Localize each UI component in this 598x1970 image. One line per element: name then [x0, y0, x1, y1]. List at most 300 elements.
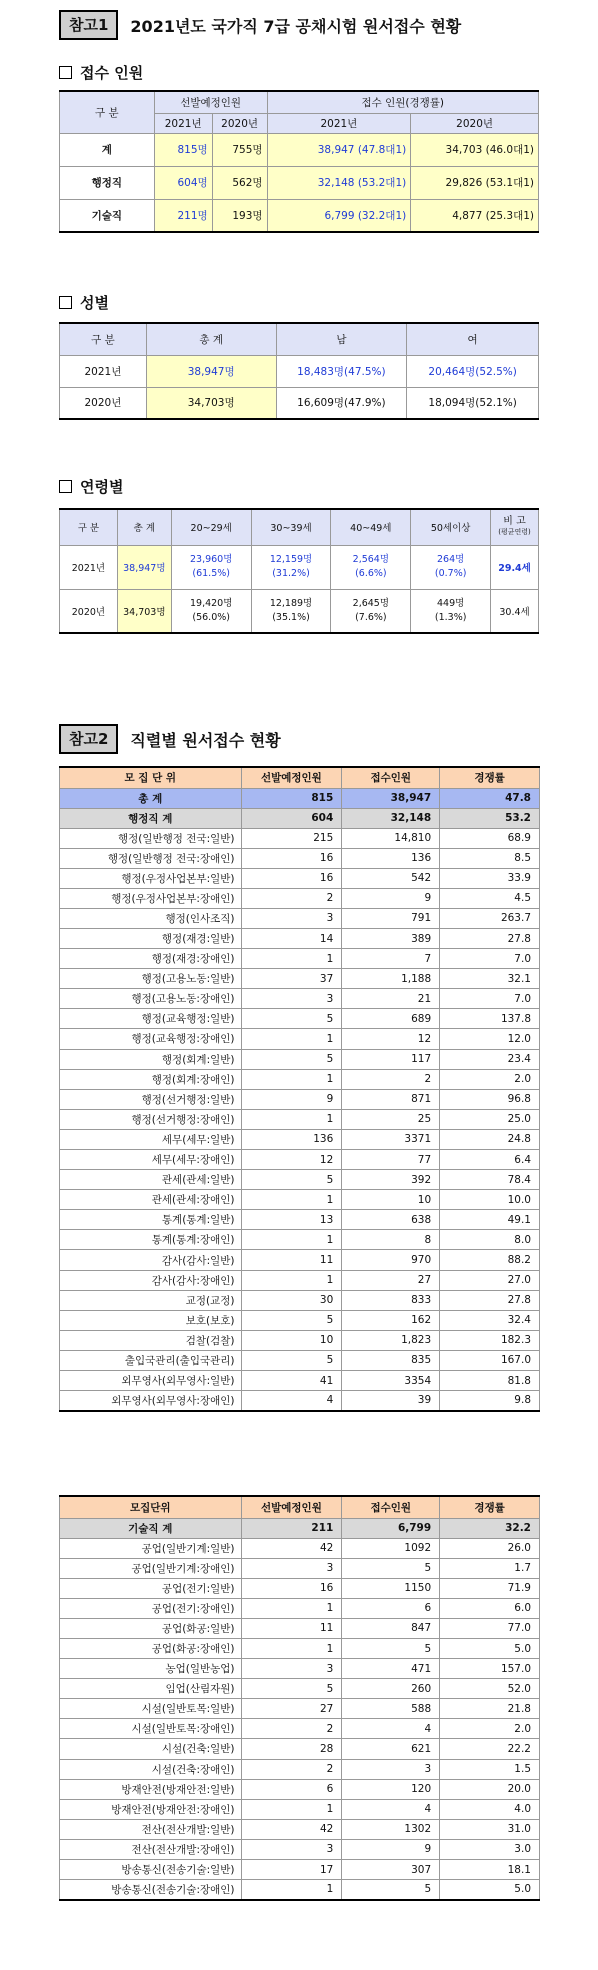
- row-recv: 588: [342, 1699, 440, 1719]
- age-row: [60, 589, 539, 633]
- table-row: [60, 1759, 540, 1779]
- table-row: [60, 1069, 540, 1089]
- row-plan: 16: [241, 868, 342, 888]
- row-unit: 행정(선거행정:일반): [60, 1089, 242, 1109]
- row-plan: 37: [241, 969, 342, 989]
- row-plan: 4: [241, 1391, 342, 1411]
- row-plan: 1: [241, 1880, 342, 1900]
- row-recv: 1092: [342, 1538, 440, 1558]
- table-row: [60, 908, 540, 928]
- t1-body: [60, 133, 539, 232]
- row-unit: 방송통신(전송기술:장애인): [60, 1880, 242, 1900]
- t3-head-plan: 선발예정인원: [241, 767, 342, 788]
- table-row: [60, 868, 540, 888]
- row-recv: 14,810: [342, 828, 440, 848]
- age-row-bucket-d: [411, 545, 491, 589]
- t4-body: [60, 1538, 540, 1900]
- row-unit: 공업(일반기계:장애인): [60, 1558, 242, 1578]
- checkbox-square-icon: [59, 480, 72, 493]
- t3-sub-ratio: 53.2: [440, 808, 540, 828]
- t3-sub-plan: 604: [241, 808, 342, 828]
- age-row-bucket-d: [411, 589, 491, 633]
- t3-head-recv: 접수인원: [342, 767, 440, 788]
- row-plan: 11: [241, 1618, 342, 1638]
- t4-sub-recv: 6,799: [342, 1518, 440, 1538]
- row-ratio: 8.0: [440, 1230, 540, 1250]
- row-plan: 14: [241, 928, 342, 948]
- table-row: [60, 1578, 540, 1598]
- age-count: 12,159명: [269, 554, 313, 565]
- t1-head-gubun: 구 분: [60, 91, 155, 133]
- t3-sub-recv: 32,148: [342, 808, 440, 828]
- table-row: [60, 989, 540, 1009]
- row-recv: 1,188: [342, 969, 440, 989]
- row-ratio: 1.5: [440, 1759, 540, 1779]
- t2-row-male: 16,609명(47.9%): [276, 387, 407, 419]
- age-row-avg: 30.4세: [491, 589, 539, 633]
- row-plan: 5: [241, 1310, 342, 1330]
- age-head-20s: 20~29세: [171, 509, 251, 545]
- row-unit: 공업(화공:일반): [60, 1618, 242, 1638]
- row-ratio: 6.4: [440, 1150, 540, 1170]
- section-applicants-heading: [59, 62, 143, 83]
- checkbox-square-icon: [59, 66, 72, 79]
- row-ratio: 77.0: [440, 1618, 540, 1638]
- row-unit: 농업(일반농업): [60, 1659, 242, 1679]
- age-row-bucket-c: [331, 589, 411, 633]
- row-plan: 1: [241, 1109, 342, 1129]
- t4-head-plan: 선발예정인원: [241, 1496, 342, 1518]
- t2-head-gubun: 구 분: [60, 323, 147, 355]
- row-ratio: 22.2: [440, 1739, 540, 1759]
- row-plan: 17: [241, 1860, 342, 1880]
- row-recv: 2: [342, 1069, 440, 1089]
- row-plan: 2: [241, 1719, 342, 1739]
- t2-head-total: 총 계: [146, 323, 276, 355]
- row-unit: 공업(일반기계:일반): [60, 1538, 242, 1558]
- age-head-50s: 50세이상: [411, 509, 491, 545]
- table-row: [60, 1679, 540, 1699]
- row-ratio: 20.0: [440, 1779, 540, 1799]
- table-row: [60, 1638, 540, 1658]
- t1-row-plan-2021: 604명: [154, 166, 212, 199]
- table-row: [60, 1659, 540, 1679]
- row-recv: 3371: [342, 1129, 440, 1149]
- row-plan: 1: [241, 1270, 342, 1290]
- row-ratio: 157.0: [440, 1659, 540, 1679]
- age-row-bucket-a: [171, 589, 251, 633]
- t2-row-male: 18,483명(47.5%): [276, 355, 407, 387]
- table-row: [60, 1719, 540, 1739]
- age-row: [60, 545, 539, 589]
- row-recv: 4: [342, 1799, 440, 1819]
- t3-total-label: 총 계: [60, 788, 242, 808]
- row-ratio: 18.1: [440, 1860, 540, 1880]
- row-recv: 5: [342, 1880, 440, 1900]
- row-ratio: 8.5: [440, 848, 540, 868]
- row-recv: 120: [342, 1779, 440, 1799]
- section-age-heading: [59, 476, 123, 497]
- row-plan: 41: [241, 1371, 342, 1391]
- row-plan: 1: [241, 1799, 342, 1819]
- row-plan: 1: [241, 1230, 342, 1250]
- row-unit: 검찰(검찰): [60, 1330, 242, 1350]
- row-plan: 30: [241, 1290, 342, 1310]
- age-percent: (61.5%): [192, 568, 230, 579]
- row-ratio: 81.8: [440, 1371, 540, 1391]
- row-unit: 방송통신(전송기술:일반): [60, 1860, 242, 1880]
- row-recv: 8: [342, 1230, 440, 1250]
- row-ratio: 167.0: [440, 1350, 540, 1370]
- row-plan: 13: [241, 1210, 342, 1230]
- row-unit: 공업(전기:일반): [60, 1578, 242, 1598]
- t1-row-recv-2021: 32,148 (53.2대1): [267, 166, 411, 199]
- table-row: [60, 1371, 540, 1391]
- row-plan: 1: [241, 1598, 342, 1618]
- row-recv: 5: [342, 1558, 440, 1578]
- row-unit: 보호(보호): [60, 1310, 242, 1330]
- row-ratio: 12.0: [440, 1029, 540, 1049]
- admin-positions-table: [59, 766, 540, 1412]
- row-plan: 3: [241, 989, 342, 1009]
- row-unit: 전산(전산개발:장애인): [60, 1839, 242, 1859]
- age-head-note-label: 비 고: [503, 516, 526, 528]
- t1-row-recv-2021: 38,947 (47.8대1): [267, 133, 411, 166]
- t1-head-plan: 선발예정인원: [154, 91, 267, 113]
- t3-body: [60, 828, 540, 1411]
- table-row: [60, 1391, 540, 1411]
- t4-head-unit: 모집단위: [60, 1496, 242, 1518]
- table-row: [60, 1190, 540, 1210]
- row-ratio: 2.0: [440, 1719, 540, 1739]
- row-recv: 25: [342, 1109, 440, 1129]
- age-head-30s: 30~39세: [251, 509, 331, 545]
- row-unit: 통계(통계:장애인): [60, 1230, 242, 1250]
- age-count: 2,645명: [352, 597, 390, 609]
- age-percent: (56.0%): [192, 611, 230, 623]
- table-row: [60, 1699, 540, 1719]
- t1-row-name: 계: [60, 133, 155, 166]
- row-recv: 847: [342, 1618, 440, 1638]
- row-recv: 4: [342, 1719, 440, 1739]
- row-recv: 12: [342, 1029, 440, 1049]
- row-recv: 791: [342, 908, 440, 928]
- row-unit: 행정(회계:일반): [60, 1049, 242, 1069]
- row-recv: 638: [342, 1210, 440, 1230]
- table-row: [60, 1230, 540, 1250]
- table-row: [60, 1799, 540, 1819]
- t2-head-male: 남: [276, 323, 407, 355]
- row-plan: 12: [241, 1150, 342, 1170]
- row-ratio: 26.0: [440, 1538, 540, 1558]
- row-ratio: 10.0: [440, 1190, 540, 1210]
- section-gender-label: 성별: [80, 294, 109, 312]
- table-row: [60, 969, 540, 989]
- row-unit: 감사(감사:장애인): [60, 1270, 242, 1290]
- t1-head-y2021b: 2021년: [267, 113, 411, 133]
- age-row-total: 38,947명: [117, 545, 171, 589]
- row-ratio: 96.8: [440, 1089, 540, 1109]
- table-row: [60, 848, 540, 868]
- applicants-table: [59, 90, 539, 233]
- table-row: [60, 1129, 540, 1149]
- row-unit: 세무(세무:장애인): [60, 1150, 242, 1170]
- row-ratio: 5.0: [440, 1638, 540, 1658]
- row-plan: 3: [241, 1659, 342, 1679]
- table-row: [60, 828, 540, 848]
- age-head-gubun: 구 분: [60, 509, 118, 545]
- row-ratio: 4.0: [440, 1799, 540, 1819]
- section-age-label: 연령별: [80, 478, 124, 496]
- row-plan: 2: [241, 1759, 342, 1779]
- row-recv: 21: [342, 989, 440, 1009]
- row-recv: 77: [342, 1150, 440, 1170]
- row-ratio: 27.8: [440, 928, 540, 948]
- row-plan: 5: [241, 1009, 342, 1029]
- t2-row-female: 18,094명(52.1%): [407, 387, 539, 419]
- row-ratio: 49.1: [440, 1210, 540, 1230]
- table-row: [60, 1860, 540, 1880]
- row-unit: 행정(인사조직): [60, 908, 242, 928]
- row-recv: 307: [342, 1860, 440, 1880]
- row-unit: 세무(세무:일반): [60, 1129, 242, 1149]
- row-ratio: 88.2: [440, 1250, 540, 1270]
- t1-head-y2020b: 2020년: [411, 113, 539, 133]
- table-row: [60, 1330, 540, 1350]
- t1-row-name: 기술직: [60, 199, 155, 232]
- row-unit: 행정(우정사업본부:장애인): [60, 888, 242, 908]
- row-ratio: 23.4: [440, 1049, 540, 1069]
- t2-row: [60, 355, 539, 387]
- row-ratio: 3.0: [440, 1839, 540, 1859]
- row-plan: 2: [241, 888, 342, 908]
- age-row-year: 2021년: [60, 545, 118, 589]
- row-recv: 970: [342, 1250, 440, 1270]
- t2-row-year: 2021년: [60, 355, 147, 387]
- table-row: [60, 1270, 540, 1290]
- row-recv: 1,823: [342, 1330, 440, 1350]
- t4-head-recv: 접수인원: [342, 1496, 440, 1518]
- row-unit: 행정(일반행정 전국:일반): [60, 828, 242, 848]
- t4-sub-label: 기술직 계: [60, 1518, 242, 1538]
- row-ratio: 2.0: [440, 1069, 540, 1089]
- t2-row: [60, 387, 539, 419]
- row-plan: 5: [241, 1170, 342, 1190]
- row-ratio: 5.0: [440, 1880, 540, 1900]
- row-plan: 5: [241, 1049, 342, 1069]
- row-unit: 전산(전산개발:일반): [60, 1819, 242, 1839]
- table-row: [60, 1029, 540, 1049]
- age-row-bucket-b: [251, 589, 331, 633]
- row-recv: 9: [342, 888, 440, 908]
- row-recv: 621: [342, 1739, 440, 1759]
- t1-row-recv-2021: 6,799 (32.2대1): [267, 199, 411, 232]
- row-ratio: 1.7: [440, 1558, 540, 1578]
- row-ratio: 9.8: [440, 1391, 540, 1411]
- row-unit: 시설(건축:일반): [60, 1739, 242, 1759]
- row-unit: 행정(회계:장애인): [60, 1069, 242, 1089]
- table-row: [60, 1880, 540, 1900]
- row-unit: 시설(건축:장애인): [60, 1759, 242, 1779]
- row-ratio: 137.8: [440, 1009, 540, 1029]
- t3-total-plan: 815: [241, 788, 342, 808]
- t2-row-total: 38,947명: [146, 355, 276, 387]
- row-ratio: 52.0: [440, 1679, 540, 1699]
- row-plan: 9: [241, 1089, 342, 1109]
- t1-row: [60, 199, 539, 232]
- table-row: [60, 1779, 540, 1799]
- row-unit: 공업(화공:장애인): [60, 1638, 242, 1658]
- age-percent: (7.6%): [355, 611, 387, 623]
- age-percent: (35.1%): [272, 611, 310, 623]
- t1-row-recv-2020: 34,703 (46.0대1): [411, 133, 539, 166]
- table-row: [60, 1558, 540, 1578]
- row-recv: 136: [342, 848, 440, 868]
- row-ratio: 7.0: [440, 989, 540, 1009]
- age-count: 2,564명: [352, 554, 390, 565]
- age-head-note-sub: (평균연령): [498, 528, 531, 537]
- age-percent: (31.2%): [272, 568, 310, 579]
- row-recv: 260: [342, 1679, 440, 1699]
- t2-head-female: 여: [407, 323, 539, 355]
- row-ratio: 4.5: [440, 888, 540, 908]
- table-row: [60, 1170, 540, 1190]
- row-recv: 6: [342, 1598, 440, 1618]
- row-ratio: 263.7: [440, 908, 540, 928]
- row-unit: 행정(고용노동:장애인): [60, 989, 242, 1009]
- row-plan: 1: [241, 1190, 342, 1210]
- age-table: [59, 508, 539, 634]
- table-row: [60, 1009, 540, 1029]
- ref2-title-bar: [59, 724, 281, 754]
- ref2-title: 직렬별 원서접수 현황: [130, 730, 281, 750]
- t3-head-ratio: 경쟁률: [440, 767, 540, 788]
- row-recv: 833: [342, 1290, 440, 1310]
- t4-sub-row: [60, 1518, 540, 1538]
- age-head-40s: 40~49세: [331, 509, 411, 545]
- row-unit: 방재안전(방재안전:장애인): [60, 1799, 242, 1819]
- row-unit: 방재안전(방재안전:일반): [60, 1779, 242, 1799]
- row-plan: 1: [241, 1029, 342, 1049]
- age-count: 23,960명: [189, 554, 233, 565]
- t1-row-plan-2020: 193명: [212, 199, 267, 232]
- t2-body: [60, 355, 539, 419]
- table-row: [60, 1819, 540, 1839]
- age-head-total: 총 계: [117, 509, 171, 545]
- row-unit: 행정(재경:일반): [60, 928, 242, 948]
- table-row: [60, 1049, 540, 1069]
- row-plan: 1: [241, 1069, 342, 1089]
- row-unit: 감사(감사:일반): [60, 1250, 242, 1270]
- row-unit: 관세(관세:일반): [60, 1170, 242, 1190]
- row-plan: 11: [241, 1250, 342, 1270]
- row-ratio: 24.8: [440, 1129, 540, 1149]
- table-row: [60, 1739, 540, 1759]
- age-row-year: 2020년: [60, 589, 118, 633]
- row-plan: 10: [241, 1330, 342, 1350]
- row-unit: 행정(재경:장애인): [60, 949, 242, 969]
- ref1-title: 2021년도 국가직 7급 공채시험 원서접수 현황: [130, 16, 462, 36]
- row-unit: 공업(전기:장애인): [60, 1598, 242, 1618]
- row-unit: 행정(우정사업본부:일반): [60, 868, 242, 888]
- row-recv: 542: [342, 868, 440, 888]
- row-ratio: 6.0: [440, 1598, 540, 1618]
- row-recv: 392: [342, 1170, 440, 1190]
- table-row: [60, 949, 540, 969]
- row-ratio: 21.8: [440, 1699, 540, 1719]
- row-recv: 9: [342, 1839, 440, 1859]
- t4-head-ratio: 경쟁률: [440, 1496, 540, 1518]
- row-ratio: 27.8: [440, 1290, 540, 1310]
- row-recv: 27: [342, 1270, 440, 1290]
- t1-row-recv-2020: 4,877 (25.3대1): [411, 199, 539, 232]
- row-plan: 1: [241, 1638, 342, 1658]
- row-ratio: 25.0: [440, 1109, 540, 1129]
- tech-positions-table: [59, 1495, 540, 1901]
- row-ratio: 78.4: [440, 1170, 540, 1190]
- row-ratio: 32.1: [440, 969, 540, 989]
- age-head-note: [491, 509, 539, 545]
- row-ratio: 71.9: [440, 1578, 540, 1598]
- table-row: [60, 1618, 540, 1638]
- t4-sub-plan: 211: [241, 1518, 342, 1538]
- t2-row-total: 34,703명: [146, 387, 276, 419]
- row-unit: 통계(통계:일반): [60, 1210, 242, 1230]
- row-ratio: 31.0: [440, 1819, 540, 1839]
- t1-head-y2021a: 2021년: [154, 113, 212, 133]
- row-unit: 행정(교육행정:일반): [60, 1009, 242, 1029]
- row-plan: 42: [241, 1819, 342, 1839]
- row-ratio: 7.0: [440, 949, 540, 969]
- age-row-bucket-a: [171, 545, 251, 589]
- t2-row-female: 20,464명(52.5%): [407, 355, 539, 387]
- t3-head-unit: 모 집 단 위: [60, 767, 242, 788]
- t1-row-plan-2020: 755명: [212, 133, 267, 166]
- row-plan: 3: [241, 1839, 342, 1859]
- row-recv: 117: [342, 1049, 440, 1069]
- row-recv: 3: [342, 1759, 440, 1779]
- age-row-total: 34,703명: [117, 589, 171, 633]
- row-plan: 16: [241, 1578, 342, 1598]
- row-unit: 임업(산림자원): [60, 1679, 242, 1699]
- age-body: [60, 545, 539, 633]
- checkbox-square-icon: [59, 296, 72, 309]
- row-unit: 시설(일반토목:일반): [60, 1699, 242, 1719]
- t3-total-recv: 38,947: [342, 788, 440, 808]
- t1-row-plan-2021: 815명: [154, 133, 212, 166]
- t1-row-name: 행정직: [60, 166, 155, 199]
- table-row: [60, 1210, 540, 1230]
- table-row: [60, 1310, 540, 1330]
- row-plan: 136: [241, 1129, 342, 1149]
- t3-sub-label: 행정직 계: [60, 808, 242, 828]
- t1-row: [60, 166, 539, 199]
- row-unit: 시설(일반토목:장애인): [60, 1719, 242, 1739]
- age-row-bucket-c: [331, 545, 411, 589]
- row-recv: 1150: [342, 1578, 440, 1598]
- t1-row: [60, 133, 539, 166]
- row-ratio: 68.9: [440, 828, 540, 848]
- row-recv: 7: [342, 949, 440, 969]
- ref1-title-bar: [59, 10, 461, 40]
- row-ratio: 33.9: [440, 868, 540, 888]
- age-count: 449명: [437, 597, 465, 609]
- t1-row-recv-2020: 29,826 (53.1대1): [411, 166, 539, 199]
- row-unit: 행정(일반행정 전국:장애인): [60, 848, 242, 868]
- row-plan: 6: [241, 1779, 342, 1799]
- row-plan: 3: [241, 908, 342, 928]
- t3-total-ratio: 47.8: [440, 788, 540, 808]
